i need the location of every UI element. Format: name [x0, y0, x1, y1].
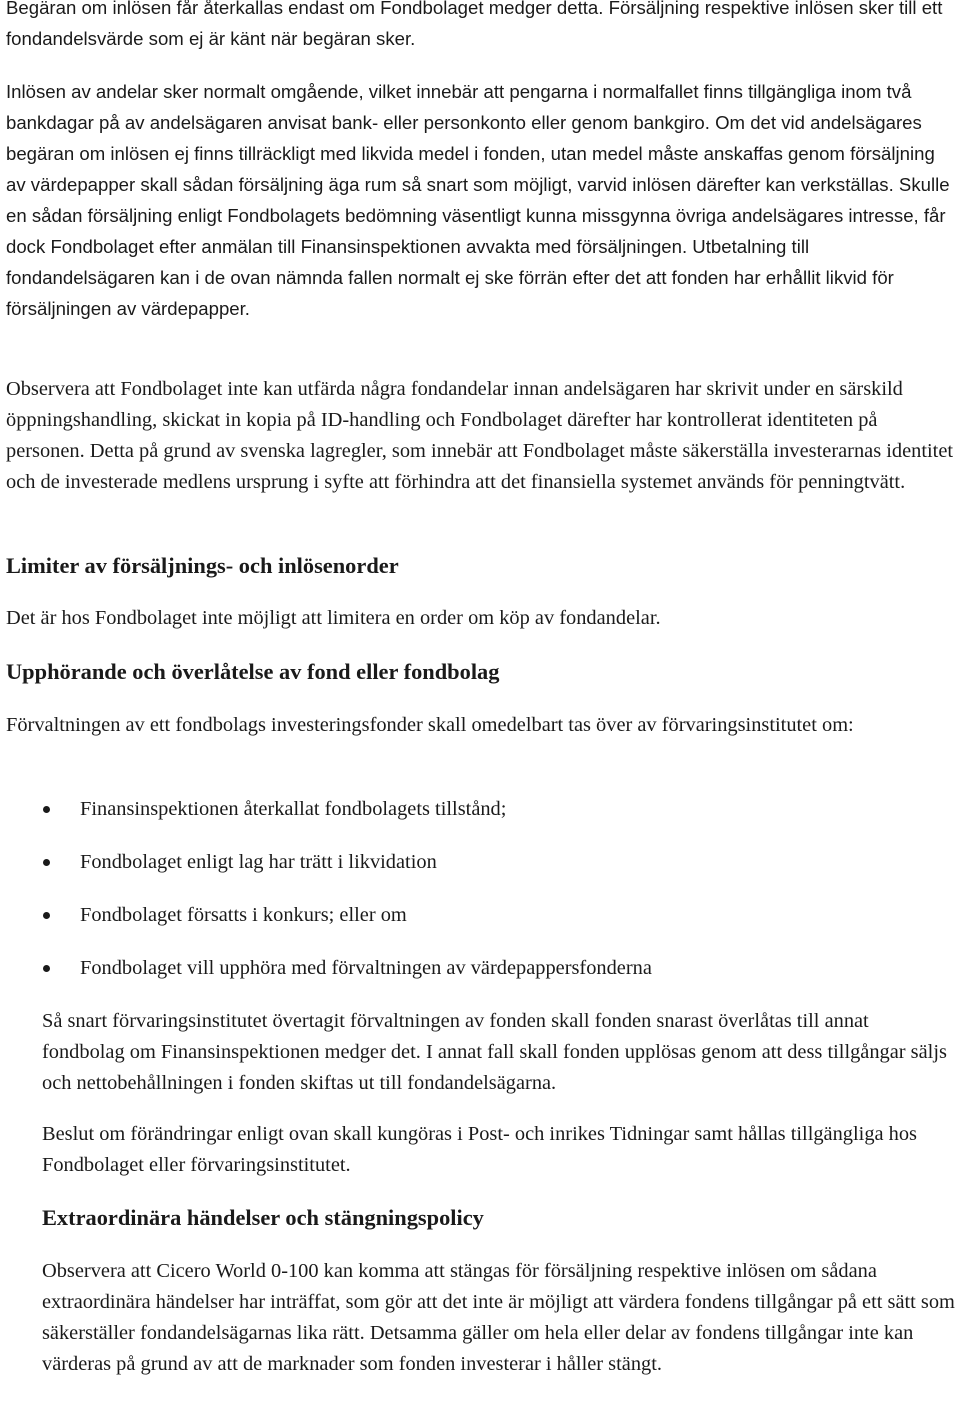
list-item-text: Fondbolaget vill upphöra med förvaltningen av värdepappersfonderna [80, 957, 652, 979]
heading-termination: Upphörande och överlåtelse av fond eller fondbolag [6, 659, 500, 684]
bullet-icon [43, 912, 50, 919]
paragraph-termination-intro: Förvaltningen av ett fondbolags investeringsfonder skall omedelbart tas över av förvaringsinstitutet om: [6, 714, 854, 736]
heading-extraordinary: Extraordinära händelser och stängningspolicy [42, 1205, 484, 1230]
paragraph-redemption-payment: Inlösen av andelar sker normalt omgående, vilket innebär att pengarna i normalfallet finns tillgängliga inom två bankdagar på av andelsägaren anvisat bank- eller personkonto eller genom bankgiro. Om det vid andelsägares begäran om inlösen ej finns tillräckligt med likvida medel i fonden, utan medel måste anskaffas genom försäljning av värdepapper skall sådan försäljning äga rum så snart som möjligt, varvid inlösen därefter kan verkställas. Skulle en sådan försäljning enligt Fondbolagets bedömning väsentligt kunna missgynna övriga andelsägares intresse, får dock Fondbolaget efter anmälan till Finansinspektionen avvakta med försäljningen. Utbetalning till fondandelsägaren kan i de ovan nämnda fallen normalt ej ske förrän efter det att fonden har erhållit likvid för försäljningen av värdepapper. [6, 81, 950, 319]
bullet-icon [43, 806, 50, 813]
list-item-text: Fondbolaget enligt lag har trätt i likvidation [80, 851, 437, 873]
heading-limits: Limiter av försäljnings- och inlösenorder [6, 553, 399, 578]
list-item [42, 794, 942, 847]
paragraph-limits: Det är hos Fondbolaget inte möjligt att limitera en order om köp av fondandelar. [6, 607, 661, 629]
paragraph-announcement: Beslut om förändringar enligt ovan skall kungöras i Post- och inrikes Tidningar samt hållas tillgängliga hos Fondbolaget eller förvaringsinstitutet. [42, 1123, 917, 1176]
list-item-text: Fondbolaget försatts i konkurs; eller om [80, 904, 407, 926]
paragraph-extraordinary: Observera att Cicero World 0-100 kan komma att stängas för försäljning respektive inlösen om sådana extraordinära händelser har inträffat, som gör att det inte är möjligt att värdera fondens tillgångar på ett sätt som säkerställer fondandelsägarnas lika rätt. Detsamma gäller om hela eller delar av fondens tillgångar inte kan värderas på grund av att de marknader som fonden investerar i håller stängt. [42, 1260, 955, 1375]
list-item-text: Finansinspektionen återkallat fondbolagets tillstånd; [80, 798, 507, 820]
list-item [42, 900, 942, 953]
list-item [42, 953, 942, 1006]
bullet-icon [43, 859, 50, 866]
paragraph-transfer: Så snart förvaringsinstitutet övertagit förvaltningen av fonden skall fonden snarast överlåtas till annat fondbolag om Finansinspektionen medger det. I annat fall skall fonden upplösas genom att dess tillgångar säljs och nettobehållningen i fonden skiftas ut till fondandelsägarna. [42, 1010, 947, 1094]
paragraph-identity-verification: Observera att Fondbolaget inte kan utfärda några fondandelar innan andelsägaren har skrivit under en särskild öppningshandling, skickat in kopia på ID-handling och Fondbolaget därefter har kontrollerat identiteten på personen. Detta på grund av svenska lagregler, som innebär att Fondbolaget måste säkerställa investerarnas identitet och de investerade medlens ursprung i syfte att förhindra att det finansiella systemet används för penningtvätt. [6, 378, 954, 493]
paragraph-redemption-withdrawal: Begäran om inlösen får återkallas endast om Fondbolaget medger detta. Försäljning respektive inlösen sker till ett fondandelsvärde som ej är känt när begäran sker. [6, 0, 943, 49]
bullet-icon [43, 965, 50, 972]
list-item [42, 847, 942, 900]
termination-conditions-list [42, 794, 942, 1006]
